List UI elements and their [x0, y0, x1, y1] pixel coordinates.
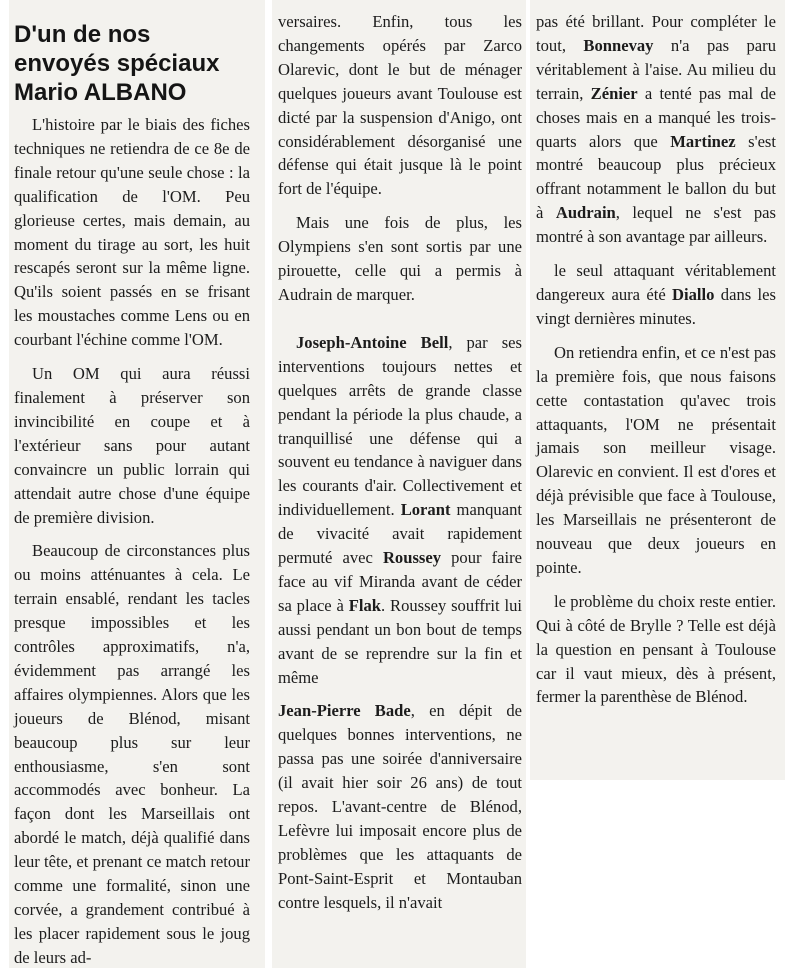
column-3: [536, 0, 776, 719]
player-name: Jean-Pierre Bade: [278, 701, 411, 721]
headline-line-3: Mario ALBANO: [14, 79, 187, 106]
paragraph: pas été brillant. Pour compléter le tout, Bonnevay n'a pas paru véritablement à l'aise. Au milieu du terrain, Zénier a tenté pas mal de choses mais en a manqué les trois-quarts alors que Martinez s'est montré beaucoup plus précieux offrant notamment le ballon du but à Audrain, lequel ne s'est pas montré à son avantage par ailleurs.: [536, 12, 777, 247]
player-name: Joseph-Antoine Bell: [296, 332, 449, 352]
paragraph-player-ratings: Joseph-Antoine Bell, par ses interventions toujours nettes et quelques arrêts de grande classe pendant la période la plus chaude, a tranquillisé une défense qui a souvent eu tendance à naviguer dans les courants d'air. Collectivement et individuellement. Lorant manquant de vivacité avait rapidement permuté avec Roussey pour faire face au vif Miranda avant de céder sa place à Flak. Roussey souffrit lui aussi pendant un bon bout de temps avant de se reprendre sur la fin et même: [278, 332, 523, 687]
player-name: Roussey: [382, 548, 442, 568]
player-name: Flak: [348, 595, 382, 615]
player-name: Audrain: [555, 203, 616, 223]
headline-line-1: D'un de nos: [14, 21, 151, 48]
paragraph: Mais une fois de plus, les Olympiens s'en sont sortis par une pirouette, celle qui a permis à Audrain de marquer.: [278, 213, 522, 304]
paragraph: Un OM qui aura réussi finalement à préserver son invincibilité en coupe et à l'extérieur sans pour autant convaincre un public lorrain qui attendait autre chose d'une équipe de première division.: [14, 364, 250, 527]
column-1: [14, 0, 250, 980]
player-name: Martinez: [670, 131, 736, 151]
headline: [14, 20, 250, 107]
player-name: Bonnevay: [583, 35, 654, 55]
paragraph: le problème du choix reste entier. Qui à côté de Brylle ? Telle est déjà la question en pensant à Toulouse car il vaut mieux, dès à présent, fermer la parenthèse de Blénod.: [536, 591, 776, 707]
player-name: Lorant: [400, 500, 451, 520]
paragraph-player-ratings: Jean-Pierre Bade, en dépit de quelques bonnes interventions, ne passa pas une soirée d'anniversaire (il avait hier soir 26 ans) de tout repos. L'avant-centre de Blénod, Lefèvre lui imposait encore plus de problèmes que les attaquants de Pont-Saint-Esprit et Montauban contre lesquels, il n'avait: [278, 701, 522, 912]
headline-line-2: envoyés spéciaux: [14, 50, 220, 77]
paragraph: le seul attaquant véritablement dangereux aura été Diallo dans les vingt dernières minutes.: [536, 261, 776, 328]
paragraph: L'histoire par le biais des fiches techniques ne retiendra de ce 8e de finale retour qu'une seule chose : la qualification de l'OM. Peu glorieuse certes, mais demain, au moment du tirage au sort, les huit rescapés seront sur la même ligne. Qu'ils soient passés en se frisant les moustaches comme Lens ou en courbant l'échine comme l'OM.: [14, 115, 250, 350]
paragraph: Beaucoup de circonstances plus ou moins atténuantes à cela. Le terrain ensablé, rendant les tacles presque impossibles et les contrôles approximatifs, n'a, évidemment pas arrangé les affaires olympiennes. Alors que les joueurs de Blénod, misant beaucoup plus sur leur enthousiasme, s'en sont accommodés avec bonheur. La façon dont les Marseillais ont abordé le match, déjà qualifié dans leur tête, et prenant ce match retour comme une formalité, sinon une corvée, a grandement contribué à les placer rapidement sous le joug de leurs ad-: [14, 541, 250, 967]
paragraph: versaires. Enfin, tous les changements opérés par Zarco Olarevic, dont le but de ménager quelques joueurs avant Toulouse est dicté par la suspension d'Anigo, ont considérablement désorganisé une défense qui était jusque là le point fort de l'équipe.: [278, 12, 522, 199]
paragraph: On retiendra enfin, et ce n'est pas la première fois, que nous faisons cette contastation qu'avec trois attaquants, l'OM ne présentait jamais son meilleur visage. Olarevic en convient. Il est d'ores et déjà prévisible que face à Toulouse, les Marseillais ne présenteront de nouveau que deux joueurs en pointe.: [536, 342, 776, 577]
player-name: Diallo: [672, 284, 715, 304]
player-name: Zénier: [590, 83, 638, 103]
column-2: [278, 0, 522, 925]
